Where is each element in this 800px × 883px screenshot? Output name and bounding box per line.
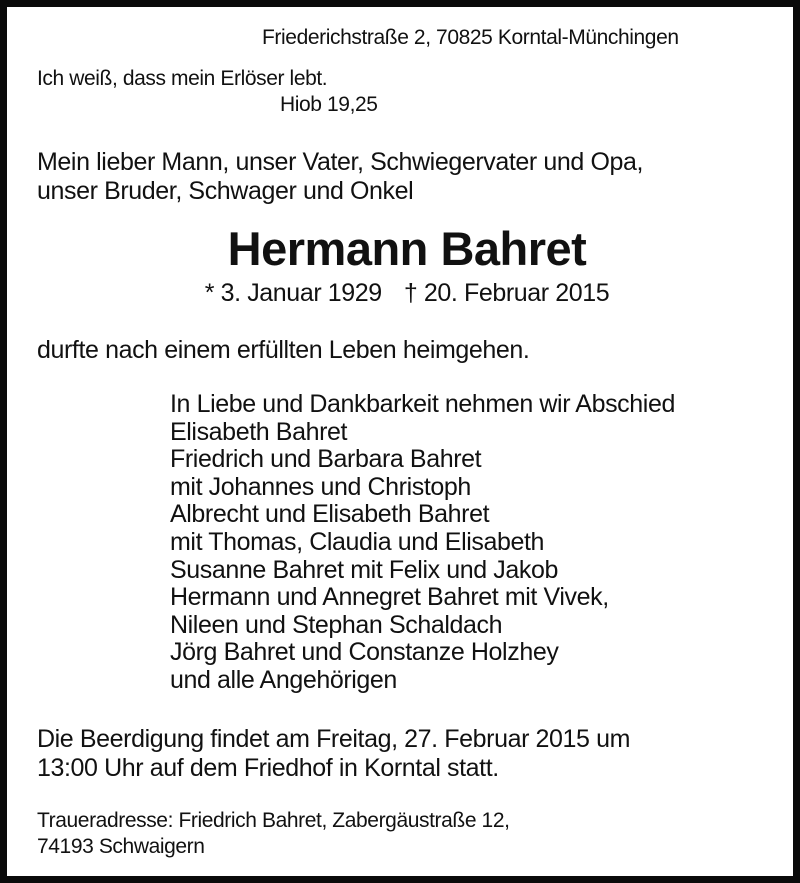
mourning-address-line-1: Traueradresse: Friedrich Bahret, Zabergäustraße 12, (37, 809, 510, 832)
mourner-line: Susanne Bahret mit Felix und Jakob (170, 555, 559, 584)
funeral-info-line-1: Die Beerdigung findet am Freitag, 27. Februar 2015 um (37, 725, 631, 753)
bible-quote-reference: Hiob 19,25 (280, 93, 378, 116)
birth-date: * 3. Januar 1929 (204, 279, 382, 307)
mourners-heading: In Liebe und Dankbarkeit nehmen wir Abschied (170, 390, 675, 418)
mourners-list (170, 391, 675, 695)
intro-line-2: unser Bruder, Schwager und Onkel (37, 177, 414, 205)
mourner-line: mit Thomas, Claudia und Elisabeth (170, 527, 545, 556)
mourner-line: Hermann und Annegret Bahret mit Vivek, (170, 583, 609, 612)
life-dates (7, 279, 800, 307)
mourner-line: Albrecht und Elisabeth Bahret (170, 500, 490, 529)
funeral-info-line-2: 13:00 Uhr auf dem Friedhof in Korntal statt. (37, 754, 499, 782)
death-date: † 20. Februar 2015 (403, 279, 610, 307)
mourner-line: Jörg Bahret und Constanze Holzhey (170, 638, 559, 667)
mourner-line: Nileen und Stephan Schaldach (170, 610, 503, 639)
intro-line-1: Mein lieber Mann, unser Vater, Schwiegervater und Opa, (37, 148, 644, 176)
deceased-name: Hermann Bahret (227, 222, 587, 275)
mourner-line: mit Johannes und Christoph (170, 472, 471, 501)
mourning-address-line-2: 74193 Schwaigern (37, 835, 205, 858)
mourner-line: Elisabeth Bahret (170, 417, 348, 446)
bible-quote: Ich weiß, dass mein Erlöser lebt. (37, 67, 328, 90)
mourner-line: Friedrich und Barbara Bahret (170, 445, 482, 474)
departed-text: durfte nach einem erfüllten Leben heimgehen. (37, 336, 530, 364)
mourner-line: und alle Angehörigen (170, 665, 397, 694)
top-address: Friederichstraße 2, 70825 Korntal-Münchingen (262, 26, 679, 49)
